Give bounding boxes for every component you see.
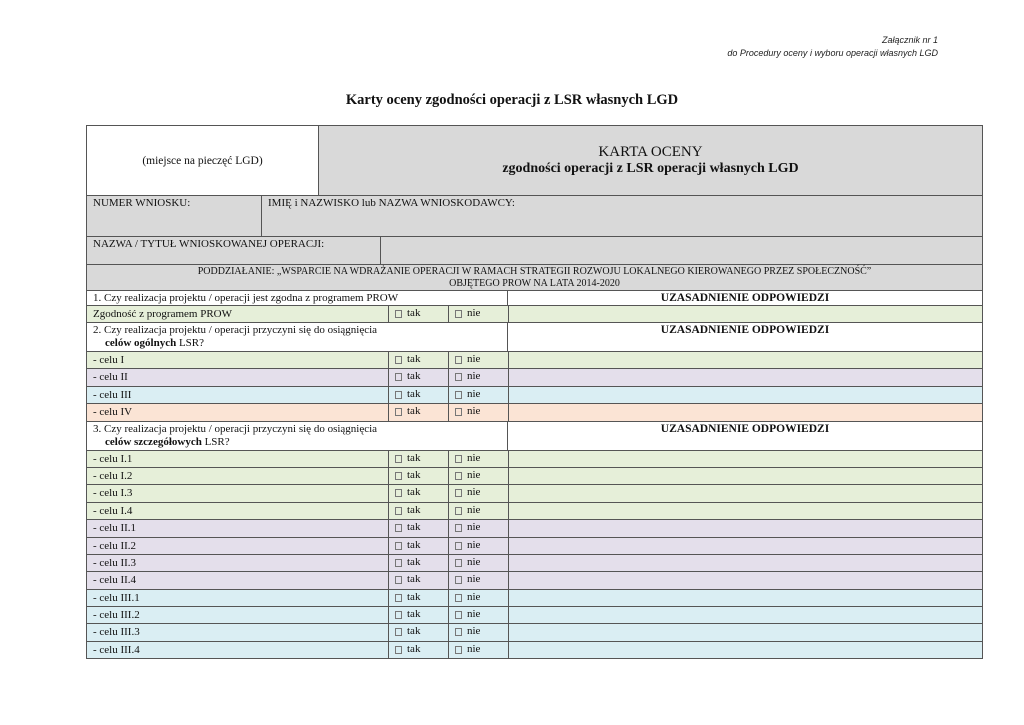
q2-header-row	[86, 323, 983, 352]
justification-field[interactable]	[509, 503, 982, 519]
checkbox-icon[interactable]	[395, 594, 402, 602]
checkbox-icon[interactable]	[455, 373, 462, 381]
criterion-row	[86, 451, 983, 468]
q1-justification-field[interactable]	[509, 306, 982, 322]
justification-field[interactable]	[509, 520, 982, 536]
criterion-row	[86, 503, 983, 520]
option-yes-label: tak	[407, 608, 421, 621]
option-no[interactable]	[449, 555, 509, 571]
option-no-label: nie	[467, 451, 481, 464]
criterion-row	[86, 555, 983, 572]
option-yes[interactable]	[389, 624, 449, 640]
checkbox-icon[interactable]	[395, 542, 402, 550]
checkbox-icon[interactable]	[455, 489, 462, 497]
justification-field[interactable]	[509, 642, 982, 658]
checkbox-icon[interactable]	[395, 524, 402, 532]
q2-question	[87, 323, 508, 351]
q1-header-row	[86, 291, 983, 306]
criterion-label: - celu II.3	[87, 555, 389, 571]
q2-question-tail: LSR?	[176, 337, 205, 349]
option-no[interactable]	[449, 607, 509, 623]
criterion-row	[86, 607, 983, 624]
q2-question-line-2	[93, 337, 501, 350]
justification-field[interactable]	[509, 624, 982, 640]
q1-question: 1. Czy realizacja projektu / operacji jest zgodna z programem PROW	[87, 291, 508, 305]
karta-title	[319, 126, 982, 195]
criterion-label: - celu I.3	[87, 485, 389, 501]
option-no-label: nie	[467, 608, 481, 621]
option-yes[interactable]	[389, 485, 449, 501]
option-yes[interactable]	[389, 404, 449, 420]
q3-justification-header: UZASADNIENIE ODPOWIEDZI	[508, 422, 982, 450]
criterion-row	[86, 369, 983, 386]
justification-field[interactable]	[509, 555, 982, 571]
criterion-label: - celu I	[87, 352, 389, 368]
checkbox-icon[interactable]	[395, 408, 402, 416]
checkbox-icon[interactable]	[395, 391, 402, 399]
option-no-label: nie	[467, 405, 481, 418]
option-yes-label: tak	[407, 353, 421, 365]
option-yes[interactable]	[389, 555, 449, 571]
checkbox-icon[interactable]	[395, 646, 402, 654]
option-yes-label: tak	[407, 468, 421, 481]
criterion-label: - celu II.2	[87, 538, 389, 554]
option-no-label: nie	[467, 555, 481, 568]
checkbox-icon[interactable]	[395, 628, 402, 636]
checkbox-icon[interactable]	[455, 646, 462, 654]
applicant-row	[86, 196, 983, 237]
checkbox-icon[interactable]	[455, 594, 462, 602]
q1-justification-header: UZASADNIENIE ODPOWIEDZI	[508, 291, 982, 305]
q3-header-row	[86, 422, 983, 451]
criterion-row	[86, 572, 983, 589]
criterion-row	[86, 520, 983, 537]
option-no-label: nie	[467, 590, 481, 603]
option-yes-label: tak	[407, 538, 421, 551]
criterion-label: - celu I.2	[87, 468, 389, 484]
poddzialanie-row	[86, 265, 983, 291]
option-yes-label: tak	[407, 370, 421, 383]
option-yes-label: tak	[407, 503, 421, 516]
criterion-label: - celu III	[87, 387, 389, 403]
criterion-row	[86, 352, 983, 369]
option-yes[interactable]	[389, 572, 449, 588]
checkbox-icon[interactable]	[455, 542, 462, 550]
option-no-label: nie	[467, 503, 481, 516]
checkbox-icon[interactable]	[455, 576, 462, 584]
checkbox-icon[interactable]	[455, 524, 462, 532]
poddzialanie-text	[87, 265, 982, 290]
option-yes[interactable]	[389, 642, 449, 658]
q1-option-no[interactable]	[449, 306, 509, 322]
checkbox-icon[interactable]	[455, 472, 462, 480]
checkbox-icon[interactable]	[395, 559, 402, 567]
justification-field[interactable]	[509, 572, 982, 588]
option-yes[interactable]	[389, 520, 449, 536]
criterion-row	[86, 404, 983, 421]
criterion-row	[86, 538, 983, 555]
criterion-label: - celu III.3	[87, 624, 389, 640]
criterion-row	[86, 642, 983, 659]
option-no-label: nie	[467, 642, 481, 655]
q1-answer-row	[86, 306, 983, 323]
option-no-label: nie	[467, 387, 481, 400]
checkbox-icon[interactable]	[455, 628, 462, 636]
karta-line-2: zgodności operacji z LSR operacji własnych LGD	[502, 161, 799, 176]
checkbox-icon[interactable]	[395, 373, 402, 381]
checkbox-icon[interactable]	[395, 489, 402, 497]
criterion-label: - celu II.1	[87, 520, 389, 536]
option-no[interactable]	[449, 624, 509, 640]
option-yes-label: tak	[407, 555, 421, 568]
justification-field[interactable]	[509, 607, 982, 623]
checkbox-icon[interactable]	[455, 391, 462, 399]
option-yes[interactable]	[389, 590, 449, 606]
checkbox-icon[interactable]	[455, 611, 462, 619]
justification-field[interactable]	[509, 404, 982, 420]
checkbox-icon[interactable]	[395, 611, 402, 619]
option-no[interactable]	[449, 503, 509, 519]
checkbox-icon[interactable]	[395, 455, 402, 463]
poddzialanie-line-2: OBJĘTEGO PROW NA LATA 2014-2020	[449, 278, 620, 289]
stamp-area: (miejsce na pieczęć LGD)	[87, 126, 319, 195]
checkbox-icon[interactable]	[395, 356, 402, 364]
q3-question-line-1: 3. Czy realizacja projektu / operacji przyczyni się do osiągnięcia	[93, 422, 378, 435]
q3-question-line-2	[93, 436, 501, 449]
operation-name-label: NAZWA / TYTUŁ WNIOSKOWANEJ OPERACJI:	[87, 237, 381, 264]
option-yes-label: tak	[407, 307, 421, 319]
option-no-label: nie	[467, 573, 481, 586]
checkbox-icon[interactable]	[395, 472, 402, 480]
checkbox-icon[interactable]	[455, 356, 462, 364]
option-yes[interactable]	[389, 451, 449, 467]
option-yes-label: tak	[407, 642, 421, 655]
option-no[interactable]	[449, 642, 509, 658]
criterion-label: - celu IV	[87, 404, 389, 420]
criterion-label: - celu I.4	[87, 503, 389, 519]
form-header	[86, 125, 983, 196]
numer-wniosku-field[interactable]	[87, 196, 262, 236]
option-no-label: nie	[467, 521, 481, 534]
option-no[interactable]	[449, 590, 509, 606]
option-yes-label: tak	[407, 387, 421, 400]
option-no[interactable]	[449, 404, 509, 420]
q2-question-line-1: 2. Czy realizacja projektu / operacji przyczyni się do osiągnięcia	[93, 324, 378, 336]
option-yes-label: tak	[407, 590, 421, 603]
q2-justification-header: UZASADNIENIE ODPOWIEDZI	[508, 323, 982, 351]
operation-name-row	[86, 237, 983, 265]
criterion-label: - celu III.1	[87, 590, 389, 606]
option-yes[interactable]	[389, 607, 449, 623]
justification-field[interactable]	[509, 538, 982, 554]
option-no[interactable]	[449, 468, 509, 484]
criterion-label: - celu III.4	[87, 642, 389, 658]
criterion-row	[86, 624, 983, 641]
option-yes-label: tak	[407, 451, 421, 464]
option-yes-label: tak	[407, 625, 421, 638]
operation-name-field[interactable]	[381, 237, 982, 264]
option-no-label: nie	[467, 307, 481, 319]
criterion-row	[86, 590, 983, 607]
q3-question-tail: LSR?	[201, 435, 230, 448]
wnioskodawca-label: IMIĘ i NAZWISKO lub NAZWA WNIOSKODAWCY:	[268, 197, 515, 209]
option-yes[interactable]	[389, 538, 449, 554]
option-yes-label: tak	[407, 573, 421, 586]
checkbox-icon[interactable]	[395, 507, 402, 515]
option-no[interactable]	[449, 451, 509, 467]
checkbox-icon[interactable]	[455, 455, 462, 463]
criterion-label: - celu I.1	[87, 451, 389, 467]
q3-question-bold: celów szczegółowych	[105, 435, 202, 448]
option-no-label: nie	[467, 468, 481, 481]
evaluation-form	[86, 125, 983, 659]
q1-row-label: Zgodność z programem PROW	[87, 306, 389, 322]
document-title: Karty oceny zgodności operacji z LSR własnych LGD	[345, 92, 679, 108]
q3-criteria-rows	[86, 451, 983, 660]
checkbox-icon[interactable]	[455, 310, 462, 318]
option-no[interactable]	[449, 520, 509, 536]
option-yes[interactable]	[389, 369, 449, 385]
option-yes[interactable]	[389, 468, 449, 484]
option-no-label: nie	[467, 625, 481, 638]
checkbox-icon[interactable]	[455, 408, 462, 416]
criterion-label: - celu III.2	[87, 607, 389, 623]
checkbox-icon[interactable]	[455, 559, 462, 567]
karta-line-1: KARTA OCENY	[598, 144, 703, 160]
option-no-label: nie	[467, 486, 481, 499]
checkbox-icon[interactable]	[395, 310, 402, 318]
checkbox-icon[interactable]	[455, 507, 462, 515]
numer-wniosku-label: NUMER WNIOSKU:	[93, 197, 191, 209]
criterion-label: - celu II	[87, 369, 389, 385]
option-yes[interactable]	[389, 352, 449, 368]
option-no[interactable]	[449, 485, 509, 501]
justification-field[interactable]	[509, 369, 982, 385]
option-no-label: nie	[467, 370, 481, 383]
checkbox-icon[interactable]	[395, 576, 402, 584]
option-no-label: nie	[467, 353, 481, 365]
criterion-label: - celu II.4	[87, 572, 389, 588]
option-yes-label: tak	[407, 405, 421, 418]
option-no-label: nie	[467, 538, 481, 551]
poddzialanie-line-1: PODDZIAŁANIE: „WSPARCIE NA WDRAŻANIE OPERACJI W RAMACH STRATEGII ROZWOJU LOKALNEGO KIEROWANEGO PRZEZ SPOŁECZNOŚĆ”	[197, 266, 872, 277]
justification-field[interactable]	[509, 590, 982, 606]
option-no[interactable]	[449, 387, 509, 403]
option-yes-label: tak	[407, 486, 421, 499]
option-no[interactable]	[449, 369, 509, 385]
wnioskodawca-field[interactable]	[262, 196, 982, 236]
option-no[interactable]	[449, 352, 509, 368]
option-no[interactable]	[449, 572, 509, 588]
criterion-row	[86, 468, 983, 485]
justification-field[interactable]	[509, 468, 982, 484]
option-no[interactable]	[449, 538, 509, 554]
justification-field[interactable]	[509, 451, 982, 467]
option-yes-label: tak	[407, 521, 421, 534]
option-yes[interactable]	[389, 503, 449, 519]
criterion-row	[86, 485, 983, 502]
q1-option-yes[interactable]	[389, 306, 449, 322]
justification-field[interactable]	[509, 387, 982, 403]
annex-line-1: Załącznik nr 1	[881, 35, 938, 45]
annex-line-2: do Procedury oceny i wyboru operacji własnych LGD	[727, 48, 938, 58]
criterion-row	[86, 387, 983, 404]
justification-field[interactable]	[509, 485, 982, 501]
q2-criteria-rows	[86, 352, 983, 422]
justification-field[interactable]	[509, 352, 982, 368]
annex-note	[727, 34, 938, 60]
option-yes[interactable]	[389, 387, 449, 403]
q3-question	[87, 422, 508, 450]
q2-question-bold: celów ogólnych	[105, 337, 177, 349]
